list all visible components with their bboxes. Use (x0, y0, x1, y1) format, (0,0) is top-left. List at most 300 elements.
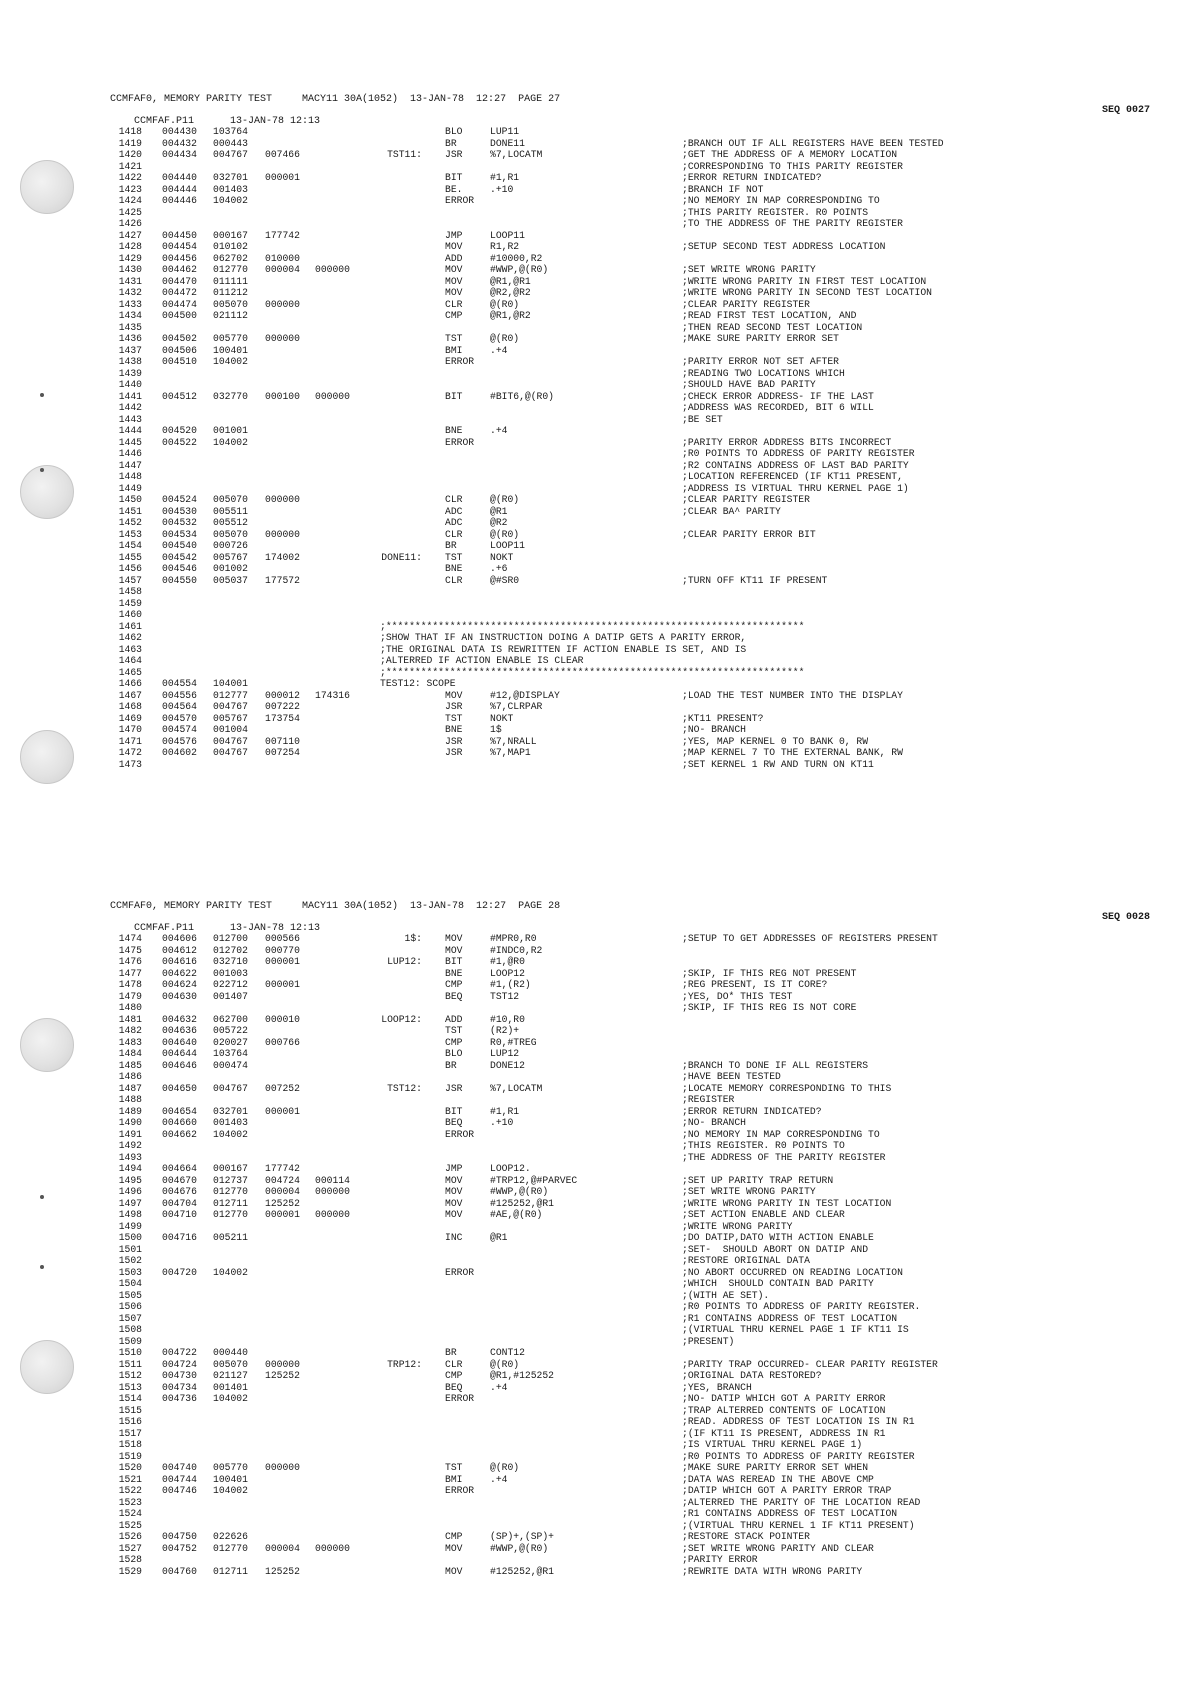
listing-row (110, 1094, 1150, 1106)
address: 004440 (162, 172, 197, 183)
line-number: 1481 (118, 1013, 142, 1025)
address: 004470 (162, 275, 197, 287)
object-word-1: 005722 (213, 1025, 248, 1036)
comment: ;PARITY TRAP OCCURRED- CLEAR PARITY REGISTER (682, 1358, 938, 1370)
object-word-1: 032710 (213, 956, 248, 967)
line-number: 1433 (118, 298, 142, 310)
opcode: MOV (445, 1186, 463, 1197)
comment: ;WRITE WRONG PARITY IN SECOND TEST LOCATION (682, 287, 932, 298)
object-word-1: 005070 (213, 494, 248, 505)
object-word-1: 032770 (213, 390, 248, 402)
listing-header-file (110, 912, 1150, 934)
line-number: 1419 (118, 137, 142, 149)
opcode: MOV (445, 1197, 463, 1209)
address: 004676 (162, 1186, 197, 1197)
object-word-1: 005511 (213, 505, 248, 517)
address: 004730 (162, 1370, 197, 1381)
comment: ;NO MEMORY IN MAP CORRESPONDING TO (682, 195, 880, 206)
address: 004630 (162, 990, 197, 1002)
listing-row (110, 241, 1150, 253)
line-number: 1441 (118, 390, 142, 402)
line-number: 1512 (118, 1370, 142, 1381)
listing-row (110, 1324, 1150, 1336)
object-word-2: 000566 (265, 933, 300, 944)
line-number: 1434 (118, 310, 142, 321)
line-number: 1489 (118, 1105, 142, 1117)
listing-row (110, 621, 1150, 633)
listing-row (110, 379, 1150, 391)
comment: ;SET WRITE WRONG PARITY (682, 264, 816, 275)
comment: ;DATA WAS REREAD IN THE ABOVE CMP (682, 1473, 874, 1485)
banner-text: ;************************************************************************ (380, 666, 805, 678)
object-word-1: 005770 (213, 333, 248, 344)
comment: ;RESTORE STACK POINTER (682, 1531, 810, 1542)
comment: ;LOCATION REFERENCED (IF KT11 PRESENT, (682, 471, 903, 482)
address: 004540 (162, 540, 197, 551)
object-word-2: 000004 (265, 1542, 300, 1554)
listing-row (110, 425, 1150, 437)
comment: ;NO- BRANCH (682, 724, 746, 735)
address: 004556 (162, 689, 197, 701)
operand: @R1,@R2 (490, 310, 531, 321)
opcode: TST (445, 712, 463, 724)
operand: LUP11 (490, 126, 520, 137)
listing-row (110, 1554, 1150, 1566)
opcode: CLR (445, 298, 463, 310)
object-word-1: 103764 (213, 126, 248, 137)
listing-header-file-text: CCMFAF.P11 13-JAN-78 12:13 (134, 116, 321, 127)
object-word-2: 125252 (265, 1370, 300, 1381)
operand: %7,CLRPAR (490, 701, 543, 712)
address: 004662 (162, 1128, 197, 1140)
line-number: 1448 (118, 471, 142, 482)
comment: ;BRANCH IF NOT (682, 183, 764, 195)
address: 004606 (162, 933, 197, 944)
opcode: BNE (445, 724, 463, 735)
comment: ;SET KERNEL 1 RW AND TURN ON KT11 (682, 758, 874, 770)
operand: (SP)+,(SP)+ (490, 1531, 554, 1542)
listing-row (110, 968, 1150, 980)
comment: ;NO- BRANCH (682, 1117, 746, 1128)
comment: ;REWRITE DATA WITH WRONG PARITY (682, 1565, 863, 1577)
object-word-1: 001401 (213, 1381, 248, 1393)
object-word-2: 177742 (265, 229, 300, 241)
listing-row (110, 1497, 1150, 1509)
address: 004502 (162, 333, 197, 344)
comment: ;ERROR RETURN INDICATED? (682, 1105, 822, 1117)
object-word-1: 021127 (213, 1370, 248, 1381)
comment: ;NO MEMORY IN MAP CORRESPONDING TO (682, 1128, 880, 1140)
line-number: 1506 (118, 1301, 142, 1312)
object-word-2: 000001 (265, 979, 300, 990)
object-word-2: 000100 (265, 390, 300, 402)
line-number: 1511 (118, 1358, 142, 1370)
listing-row (110, 575, 1150, 587)
line-number: 1514 (118, 1393, 142, 1404)
opcode: CLR (445, 1358, 463, 1370)
line-number: 1468 (118, 701, 142, 712)
comment: ;(IF KT11 IS PRESENT, ADDRESS IN R1 (682, 1427, 886, 1439)
address: 004760 (162, 1565, 197, 1577)
line-number: 1461 (118, 620, 142, 632)
listing-row (110, 1175, 1150, 1187)
opcode: ERROR (445, 195, 475, 206)
opcode: MOV (445, 689, 463, 701)
opcode: CMP (445, 1036, 463, 1048)
comment: ;YES, DO* THIS TEST (682, 990, 793, 1002)
line-number: 1494 (118, 1163, 142, 1174)
listing-row (110, 747, 1150, 759)
listing-row (110, 667, 1150, 679)
object-word-2: 000001 (265, 172, 300, 183)
comment: ;CLEAR PARITY REGISTER (682, 298, 810, 310)
comment: ;DATIP WHICH GOT A PARITY ERROR TRAP (682, 1485, 892, 1496)
comment: ;BRANCH TO DONE IF ALL REGISTERS (682, 1059, 869, 1071)
listing-row (110, 448, 1150, 460)
opcode: MOV (445, 241, 463, 252)
address: 004532 (162, 517, 197, 528)
opcode: BR (445, 1059, 457, 1071)
listing-row (110, 552, 1150, 564)
object-word-1: 005070 (213, 1358, 248, 1370)
object-word-1: 005037 (213, 574, 248, 586)
line-number: 1488 (118, 1094, 142, 1105)
label: TRP12: (387, 1358, 422, 1370)
object-word-1: 104001 (213, 678, 248, 689)
address: 004736 (162, 1393, 197, 1404)
object-word-2: 000000 (265, 1462, 300, 1473)
line-number: 1425 (118, 206, 142, 218)
object-word-3: 000000 (315, 1542, 350, 1554)
operand: DONE12 (490, 1059, 525, 1071)
line-number: 1526 (118, 1531, 142, 1542)
comment: ;CHECK ERROR ADDRESS- IF THE LAST (682, 390, 874, 402)
line-number: 1446 (118, 448, 142, 459)
line-number: 1443 (118, 413, 142, 425)
line-number: 1520 (118, 1462, 142, 1473)
line-number: 1472 (118, 747, 142, 758)
comment: ;WRITE WRONG PARITY IN FIRST TEST LOCATION (682, 275, 927, 287)
comment: ;NO ABORT OCCURRED ON READING LOCATION (682, 1266, 903, 1278)
object-word-1: 103764 (213, 1048, 248, 1059)
line-number: 1505 (118, 1289, 142, 1301)
address: 004644 (162, 1048, 197, 1059)
line-number: 1477 (118, 967, 142, 979)
punch-hole (20, 465, 74, 519)
object-word-1: 020027 (213, 1036, 248, 1048)
object-word-1: 032701 (213, 1105, 248, 1117)
opcode: BR (445, 137, 457, 149)
address: 004622 (162, 967, 197, 979)
line-number: 1476 (118, 956, 142, 967)
operand: %7,NRALL (490, 735, 537, 747)
line-number: 1439 (118, 367, 142, 379)
comment: ;THIS REGISTER. R0 POINTS TO (682, 1140, 845, 1151)
line-number: 1528 (118, 1554, 142, 1565)
punch-hole (20, 1340, 74, 1394)
opcode: BE. (445, 183, 463, 195)
operand: @(R0) (490, 1358, 520, 1370)
comment: ;REGISTER (682, 1094, 735, 1105)
line-number: 1442 (118, 402, 142, 413)
listing-row (110, 1014, 1150, 1026)
operand: (R2)+ (490, 1025, 520, 1036)
listing-header-file-text: CCMFAF.P11 13-JAN-78 12:13 (134, 923, 321, 934)
line-number: 1475 (118, 944, 142, 956)
address: 004612 (162, 944, 197, 956)
listing-row (110, 1393, 1150, 1405)
object-word-1: 062700 (213, 1013, 248, 1025)
object-word-1: 104002 (213, 1266, 248, 1278)
listing-row (110, 1566, 1150, 1578)
object-word-2: 000004 (265, 1186, 300, 1197)
line-number: 1529 (118, 1565, 142, 1577)
comment: ;ORIGINAL DATA RESTORED? (682, 1370, 822, 1381)
address: 004554 (162, 678, 197, 689)
opcode: BNE (445, 425, 463, 436)
listing-row (110, 1232, 1150, 1244)
listing-row (110, 1290, 1150, 1302)
listing-row (110, 276, 1150, 288)
opcode: BEQ (445, 1381, 463, 1393)
object-word-1: 100401 (213, 1473, 248, 1485)
line-number: 1480 (118, 1002, 142, 1013)
comment: ;READ. ADDRESS OF TEST LOCATION IS IN R1 (682, 1416, 915, 1427)
line-number: 1518 (118, 1439, 142, 1450)
listing-row (110, 483, 1150, 495)
object-word-1: 005211 (213, 1232, 248, 1243)
label: LOOP12: (381, 1013, 422, 1025)
listing-row (110, 345, 1150, 357)
object-word-2: 000000 (265, 528, 300, 540)
operand: #WWP,@(R0) (490, 1542, 549, 1554)
line-number: 1428 (118, 241, 142, 252)
listing-row (110, 1485, 1150, 1497)
address: 004704 (162, 1197, 197, 1209)
opcode: JSR (445, 1082, 463, 1094)
object-word-2: 177572 (265, 574, 300, 586)
operand: #12,@DISPLAY (490, 689, 560, 701)
operand: LOOP11 (490, 540, 525, 551)
listing-row (110, 1037, 1150, 1049)
line-number: 1501 (118, 1243, 142, 1255)
line-number: 1491 (118, 1128, 142, 1140)
object-word-1: 011212 (213, 287, 248, 298)
line-number: 1487 (118, 1082, 142, 1094)
object-word-2: 004724 (265, 1174, 300, 1186)
comment: ;CORRESPONDING TO THIS PARITY REGISTER (682, 160, 903, 172)
line-number: 1445 (118, 436, 142, 448)
address: 004524 (162, 494, 197, 505)
opcode: BIT (445, 956, 463, 967)
operand: #INDC0,R2 (490, 944, 543, 956)
margin-dot (40, 393, 44, 397)
address: 004650 (162, 1082, 197, 1094)
label: TST11: (387, 149, 422, 160)
line-number: 1509 (118, 1335, 142, 1347)
address: 004534 (162, 528, 197, 540)
object-word-1: 104002 (213, 356, 248, 367)
comment: ;PRESENT) (682, 1335, 735, 1347)
address: 004734 (162, 1381, 197, 1393)
object-word-1: 001407 (213, 990, 248, 1002)
comment: ;(VIRTUAL THRU KERNEL 1 IF KT11 PRESENT) (682, 1519, 915, 1531)
listing-row (110, 356, 1150, 368)
object-word-2: 007252 (265, 1082, 300, 1094)
opcode: CMP (445, 1370, 463, 1381)
listing-row (110, 471, 1150, 483)
line-number: 1449 (118, 482, 142, 494)
listing-row (110, 218, 1150, 230)
object-word-1: 012737 (213, 1174, 248, 1186)
line-number: 1498 (118, 1209, 142, 1220)
listing-row (110, 1198, 1150, 1210)
listing-row (110, 310, 1150, 322)
banner-text: ;THE ORIGINAL DATA IS REWRITTEN IF ACTION ENABLE IS SET, AND IS (380, 643, 747, 655)
opcode: ERROR (445, 436, 475, 448)
address: 004430 (162, 126, 197, 137)
address: 004546 (162, 563, 197, 574)
object-word-1: 004767 (213, 701, 248, 712)
opcode: TST (445, 1462, 463, 1473)
opcode: MOV (445, 1565, 463, 1577)
listing-row (110, 1359, 1150, 1371)
operand: @R1 (490, 505, 508, 517)
opcode: INC (445, 1232, 463, 1243)
listing-row (110, 195, 1150, 207)
address: 004752 (162, 1542, 197, 1554)
opcode: BMI (445, 1473, 463, 1485)
line-number: 1499 (118, 1220, 142, 1232)
comment: ;PARITY ERROR (682, 1554, 758, 1565)
object-word-1: 001403 (213, 1117, 248, 1128)
comment: ;BE SET (682, 413, 723, 425)
comment: ;ADDRESS WAS RECORDED, BIT 6 WILL (682, 402, 874, 413)
operand: @#SR0 (490, 574, 520, 586)
address: 004432 (162, 137, 197, 149)
line-number: 1440 (118, 379, 142, 390)
line-number: 1521 (118, 1473, 142, 1485)
comment: ;PARITY ERROR NOT SET AFTER (682, 356, 839, 367)
operand: @R1,@R1 (490, 275, 531, 287)
object-word-1: 000726 (213, 540, 248, 551)
opcode: BIT (445, 172, 463, 183)
comment: ;READING TWO LOCATIONS WHICH (682, 367, 845, 379)
listing-row (110, 701, 1150, 713)
object-word-2: 000001 (265, 956, 300, 967)
opcode: CMP (445, 979, 463, 990)
line-number: 1524 (118, 1508, 142, 1519)
operand: @R1 (490, 1232, 508, 1243)
address: 004434 (162, 149, 197, 160)
object-word-2: 000000 (265, 494, 300, 505)
line-number: 1420 (118, 149, 142, 160)
object-word-1: 005770 (213, 1462, 248, 1473)
line-number: 1479 (118, 990, 142, 1002)
punch-hole (20, 160, 74, 214)
object-word-2: 007254 (265, 747, 300, 758)
line-number: 1418 (118, 126, 142, 137)
line-number: 1458 (118, 586, 142, 597)
address: 004746 (162, 1485, 197, 1496)
comment: ;HAVE BEEN TESTED (682, 1071, 781, 1082)
object-word-1: 104002 (213, 1485, 248, 1496)
listing-row (110, 1083, 1150, 1095)
comment: ;TURN OFF KT11 IF PRESENT (682, 574, 828, 586)
operand: @R2 (490, 517, 508, 528)
listing-row (110, 1048, 1150, 1060)
comment: ;TRAP ALTERRED CONTENTS OF LOCATION (682, 1404, 886, 1416)
operand: @R1,#125252 (490, 1370, 554, 1381)
listing-row (110, 402, 1150, 414)
comment: ;PARITY ERROR ADDRESS BITS INCORRECT (682, 436, 892, 448)
line-number: 1504 (118, 1278, 142, 1289)
opcode: MOV (445, 264, 463, 275)
listing-row (110, 1117, 1150, 1129)
comment: ;MAKE SURE PARITY ERROR SET (682, 333, 839, 344)
listing-row (110, 368, 1150, 380)
listing-row (110, 184, 1150, 196)
operand: LOOP12 (490, 967, 525, 979)
operand: @(R0) (490, 494, 520, 505)
operand: #1,R1 (490, 172, 520, 183)
listing-row (110, 1428, 1150, 1440)
comment: ;R2 CONTAINS ADDRESS OF LAST BAD PARITY (682, 459, 909, 471)
address: 004456 (162, 252, 197, 264)
opcode: CMP (445, 1531, 463, 1542)
operand: LOOP11 (490, 229, 525, 241)
object-word-1: 000167 (213, 1163, 248, 1174)
line-number: 1429 (118, 252, 142, 264)
line-number: 1453 (118, 528, 142, 540)
listing-row (110, 1278, 1150, 1290)
listing-row (110, 299, 1150, 311)
operand: #WWP,@(R0) (490, 264, 549, 275)
operand: NOKT (490, 712, 514, 724)
object-word-1: 001002 (213, 563, 248, 574)
listing-row (110, 1071, 1150, 1083)
listing-row (110, 644, 1150, 656)
address: 004716 (162, 1232, 197, 1243)
comment: ;ALTERRED THE PARITY OF THE LOCATION READ (682, 1496, 921, 1508)
object-word-2: 000001 (265, 1209, 300, 1220)
listing-row (110, 540, 1150, 552)
comment: ;ADDRESS IS VIRTUAL THRU KERNEL PAGE 1) (682, 482, 909, 494)
line-number: 1462 (118, 632, 142, 643)
object-word-2: 173754 (265, 712, 300, 724)
line-number: 1444 (118, 425, 142, 436)
object-word-1: 000440 (213, 1347, 248, 1358)
object-word-1: 104002 (213, 195, 248, 206)
object-word-1: 012770 (213, 1542, 248, 1554)
line-number: 1517 (118, 1427, 142, 1439)
address: 004640 (162, 1036, 197, 1048)
listing-row (110, 1474, 1150, 1486)
opcode: JSR (445, 701, 463, 712)
address: 004660 (162, 1117, 197, 1128)
comment: ;CLEAR PARITY ERROR BIT (682, 528, 816, 540)
listing-row (110, 1163, 1150, 1175)
opcode: JMP (445, 229, 463, 241)
address: 004446 (162, 195, 197, 206)
comment: ;SKIP, IF THIS REG IS NOT CORE (682, 1002, 857, 1013)
comment: ;SETUP TO GET ADDRESSES OF REGISTERS PRESENT (682, 933, 938, 944)
listing-row (110, 759, 1150, 771)
object-word-3: 000000 (315, 1209, 350, 1220)
operand: #1,@R0 (490, 956, 525, 967)
listing-header-title: CCMFAF0, MEMORY PARITY TEST MACY11 30A(1052) 13-JAN-78 12:27 PAGE 28 (110, 901, 561, 912)
operand: #AE,@(R0) (490, 1209, 543, 1220)
